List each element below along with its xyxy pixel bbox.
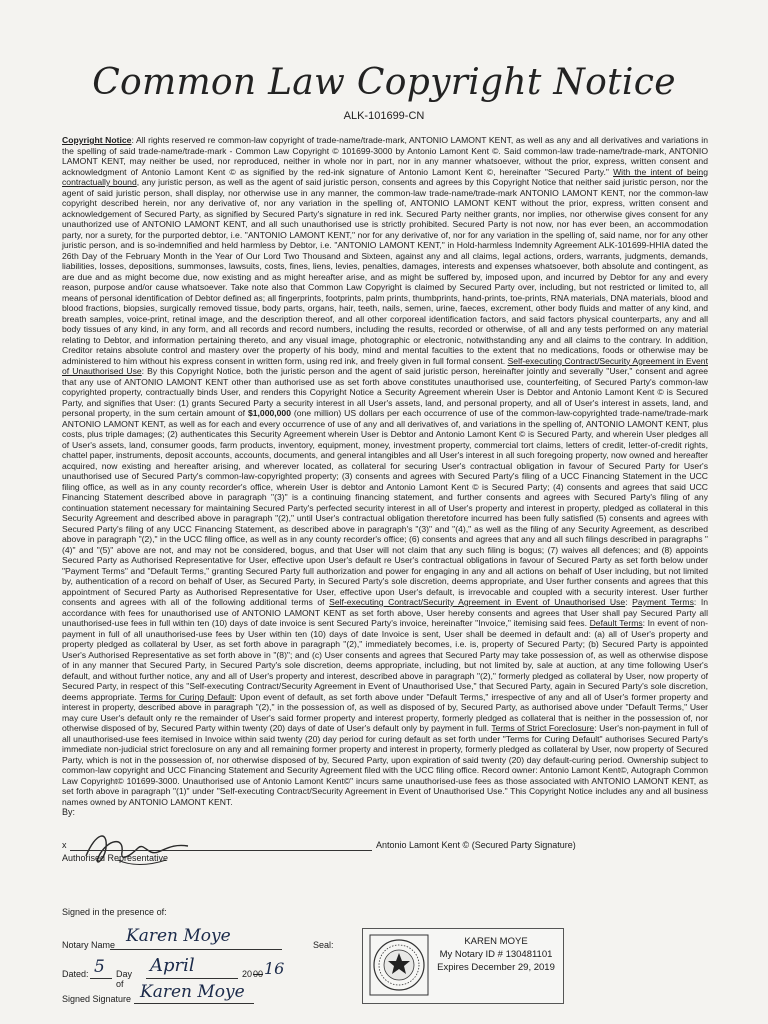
- body-part-2: , any juristic person, as well as the agent of said juristic person, consents and agrees by this Copyright Notice that neither said juristic person, nor the agent of said juristic person, shall display, nor otherwise use in any manner, the common-law trade-name/trade-mark ANTONIO LAMONT KENT, nor the common-law copyright described herein, nor any derivative of, nor any variation in the spelling of, ANTONIO LAMONT KENT without the prior, express, written consent and acknowledgement of Secured Party, as signified by Secured Party's signature in red ink. Secured Party neither grants, nor implies, nor otherwise gives consent for any unauthorized use of ANTONIO LAMONT KENT, and all such unauthorised use is strictly prohibited. Secured Party is not now, nor has ever been, an accommodation party, nor a surety, for the purported debtor, i.e. "ANTONIO LAMONT KENT," nor for any derivative of, nor for any variation in the spelling of, said name, nor for any other juristic person, and is so-indemnified and held harmless by Debtor, i.e. "ANTONIO LAMONT KENT," in Hold-harmless Indemnity Agreement ALK-101699-HHIA dated the 26th Day of the February Month in the Year of Our Lord Two Thousand and Sixteen, against any and all claims, legal actions, orders, warrants, judgments, demands, liabilities, losses, depositions, summonses, lawsuits, costs, fines, liens, levies, penalties, damages, interests and expenses whatsoever, both absolute and contingent, as are due and as might become due, now existing and as might hereafter arise, and as might be suffered by, imposed upon, and incurred by Debtor for any and every reason, purpose and/or cause whatsoever. Take note also that Common Law Copyright is claimed by Secured Party over, including, but not restricted or limited to, all means of personal identification of Debtor defined as; all fingerprints, footprints, palm prints, thumbprints, hand-prints, toe-prints, RNA materials, DNA materials, blood and blood fractions, biopsies, surgically removed tissue, body parts, organs, hair, teeth, nails, semen, urine, faeces, excrement, other body fluids and matter of any kind, and breath samples, voice-print, retinal image, and the description thereof, and all other corporeal identification factors, and said factors physical counterparts, any and all body tissues of any kind, in any form, and all records and record numbers, including the results, recorded or otherwise, of all and any tests performed on any material relating to Debtor, and information pertaining thereto, and any visual image, photographic or electronic, notwithstanding any and all claims to the contrary. In addition, Creditor retains absolute control and mastery over the property of his body, mind and mental faculties to the extent that no medications, foods or otherwise may be administered to him without his express consent in written form, using red ink, and freely given in full formal consent.: [62, 177, 709, 366]
- day-handwritten: 5: [94, 957, 105, 977]
- day-line: [90, 978, 112, 979]
- seal-notary-name: KAREN MOYE: [464, 936, 528, 947]
- state-seal-icon: [369, 934, 429, 996]
- seal-notary-id: My Notary ID # 130481101: [439, 949, 553, 960]
- signed-row: [62, 982, 245, 1004]
- authorised-representative-label: Authorised Representative: [62, 853, 169, 863]
- day-of-label: Day of: [116, 969, 133, 989]
- notary-name-handwritten: Karen Moye: [126, 926, 231, 946]
- notice-body: [62, 135, 709, 807]
- dated-row: [62, 955, 285, 989]
- secured-party-caption: Antonio Lamont Kent © (Secured Party Signature): [376, 840, 576, 850]
- seal-text: [433, 935, 559, 974]
- copyright-notice-heading: Copyright Notice: [62, 135, 132, 145]
- by-label: By:: [62, 807, 76, 817]
- body-part-7: : In event of non-payment in full of all unauthorised-use fees by User within ten (10) days of date Invoice is sent, User shall be deemed in default and: (a) all of User's property and property pledged as collateral by User, as set forth above in paragraph "(2)," immediately becomes, i.e. is, property of Secured Party; (b) Secured Party is appointed User's Authorised Representative as set forth above in "(8)"; and (c) User consents and agrees that Secured Party may take possession of, as well as otherwise dispose of in any manner that Secured Party, in Secured Party's sole discretion, deems appropriate, including, but not limited by, sale at auction, at any time following User's default, and without further notice, any and all of User's property and interest, described above in paragraph "(2)," formerly pledged as collateral by User, now property of Secured Party, in respect of this "Self-executing Contract/Security Agreement in Event of Unauthorised Use," that Secured Party, again in Secured Party's sole discretion, deems appropriate.: [62, 618, 709, 702]
- amount-text: $1,000,000: [247, 408, 291, 418]
- body-part-5: :: [625, 597, 633, 607]
- notary-name-row: [62, 926, 231, 950]
- body-part-3: : By this Copyright Notice, both the juristic person and the agent of said juristic person, hereinafter jointly and severally "User," consent and agree that any use of ANTONIO LAMONT KENT other than authorised use as set forth above constitutes unauthorised use, counterfeiting, of Secured Party's common-law copyrighted property, contractually binds User, and renders this Copyright Notice a Security Agreement wherein User is Debtor and Antonio Lamont Kent © is Secured Party, and signifies that User: (1) grants Secured Party a security interest in all User's assets, land, and personal property, and all of User's interest in assets, land, and personal property, in the sum certain amount of: [62, 366, 708, 418]
- notary-seal: [362, 928, 564, 1004]
- notary-signature-handwritten: Karen Moye: [140, 982, 245, 1002]
- body-part-9: : User's non-payment in full of all unauthorised-use fees itemised in Invoice within said twenty (20) day period for curing default as set forth under "Terms for Curing Default" authorises Secured Party's immediate non-judicial strict foreclosure on any and all remaining former property and interest in property, formerly pledged as collateral by User, now property of Secured Party, which is not in the possession of, nor otherwise disposed of by, Secured Party, upon expiration of said twenty (20) day default-curing period. Ownership subject to common-law copyright and UCC Financing Statement and Security Agreement filed with the UCC filing office. Record owner: Antonio Lamont Kent©, Autograph Common Law Copyright© 101699-3000. Unauthorised use of Antonio Lamont Kent©" incurs same unauthorised-use fees as those associated with ANTONIO LAMONT KENT, as set forth above in paragraph "(1)" under "Self-executing Contract/Security Agreement in Event of Unauthorised Use." This Copyright Notice includes any and all business names owned by ANTONIO LAMONT KENT.: [62, 723, 708, 807]
- body-part-1: : All rights reserved re common-law copyright of trade-name/trade-mark, ANTONIO LAMONT KENT, as well as any and all derivatives and variations in the spelling of said trade-name/trade-mark - Common Law Copyright © 101699-3000 by Antonio Lamont Kent ©. Said common-law trade-name/trade-mark, ANTONIO LAMONT KENT, may neither be used, nor reproduced, neither in whole nor in part, nor in any manner whatsoever, without the prior, express, written consent and acknowledgment of Antonio Lamont Kent © as signified by the red-ink signature of Antonio Lamont Kent ©, hereinafter "Secured Party.": [62, 135, 708, 177]
- self-executing-heading: Self-executing Contract/Security Agreement in Event of Unauthorised Use: [62, 355, 708, 376]
- month-handwritten: April: [150, 955, 195, 976]
- signature-line: [134, 1003, 254, 1004]
- seal-expiration: Expires December 29, 2019: [437, 962, 555, 973]
- self-executing-heading-2: Self-executing Contract/Security Agreement in Event of Unauthorised Use: [329, 597, 626, 607]
- body-part-4: (one million) US dollars per each occurrence of use of the common-law-copyrighted trade-name/trade-mark ANTONIO LAMONT KENT, as well as for each and every occurrence of use of any and all derivatives of, and variations in the spelling of, ANTONIO LAMONT KENT, plus costs, plus triple damages; (2) authenticates this Security Agreement wherein User is Debtor and Antonio Lamont Kent © is Secured Party, and wherein User pledges all of User's assets, land, consumer goods, farm products, inventory, equipment, money, investment property, commercial tort claims, letters of credit, letter-of-credit rights, chattel paper, instruments, deposit accounts, accounts, documents, and general intangibles and all User's interest in all such foregoing property, now owned and hereafter acquired, now existing and hereafter arising, and wherever located, as collateral for securing User's contractual obligation in favour of Secured Party for User's unauthorised use of Secured Party's common-law-copyrighted property; (3) consents and agrees with Secured Party's filing of a UCC Financing Statement in the UCC filing office, as well as in any county recorder's office, wherein User is debtor and Antonio Lamont Kent © is Secured Party; (4) consents and agrees that said UCC Financing Statement described above in paragraph "(3)" is a continuing financing statement, and further consents and agrees with Secured Party's filing of any continuation statement necessary for maintaining Secured Party's perfected security interest in all of User's property and interest in property, pledged as collateral in this Security Agreement and described above in paragraph "(2)," until User's contractual obligation theretofore incurred has been fully satisfied (5) consents and agrees with Secured Party's filing of any UCC Financing Statement, as described above in paragraph's "(3)" and "(4)," as well as the filing of any Security Agreement, as described above in paragraph "(2)," in the UCC filing office, as well as in any county recorder's office; (6) consents and agrees that any and all such filings described in paragraphs "(4)" and "(5)" above are not, and may not be considered, bogus, and that User will not claim that any such filing is bogus; (7) waives all defences; and (8) appoints Secured Party as Authorised Representative for User, effective upon User's default re User's contractual obligations in favour of Secured Party as set forth below under "Payment Terms" and "Default Terms," granting Secured Party full authorization and power for engaging in any and all actions on behalf of User including, but not limited by, authentication of a record on behalf of User, as Secured Party, in Secured Party's sole discretion, deems appropriate, and User further consents and agrees that this appointment of Secured Party as Authorised Representative for User, effective upon User's default, is irrevocable and coupled with a security interest. User further consents and agrees with all of the following additional terms of: [62, 408, 708, 607]
- body-part-6: : In accordance with fees for unauthorised use of ANTONIO LAMONT KENT as set forth above, User hereby consents and agrees that User shall pay Secured Party all unauthorised-use fees in full within ten (10) days of date invoice is sent Secured Party's invoice, hereinafter "Invoice," itemising said fees.: [62, 597, 708, 628]
- signature-underline: [70, 850, 372, 851]
- document-id: ALK-101699-CN: [343, 110, 425, 122]
- signed-signature-label: Signed Signature: [62, 994, 132, 1004]
- year-struck: 00: [253, 969, 264, 979]
- presence-label: Signed in the presence of:: [62, 907, 167, 917]
- seal-label: Seal:: [313, 940, 334, 950]
- month-line: [146, 978, 238, 979]
- intent-clause: With the intent of being contractually bound: [62, 166, 708, 187]
- strict-foreclosure-heading: Terms of Strict Foreclosure: [491, 723, 595, 733]
- notary-name-label: Notary Name: [62, 940, 116, 950]
- year-prefix: 20: [242, 969, 253, 979]
- document-title: Common Law Copyright Notice: [92, 62, 676, 103]
- notary-name-line: [110, 949, 282, 950]
- curing-default-heading: Terms for Curing Default: [139, 691, 235, 702]
- signature-x-mark: x: [62, 840, 67, 850]
- year-handwritten: 16: [264, 959, 285, 978]
- secured-party-signature-line: [62, 840, 622, 854]
- body-part-8: : Upon event of default, as set forth above under "Default Terms," irrespective of any and all of User's former property and interest in property, described above in paragraph "(2)," in the possession of, as well as disposed of by, Secured Party, as authorised above under "Default Terms," User may cure User's default only re the remainder of User's said former property and interest property, formerly pledged as collateral that is neither in the possession of, nor otherwise disposed of by, Secured Party within twenty (20) days of date of User's default only by payment in full.: [62, 691, 708, 733]
- payment-terms-heading: Payment Terms: [632, 597, 694, 607]
- dated-label: Dated:: [62, 969, 89, 979]
- default-terms-heading: Default Terms: [589, 618, 643, 628]
